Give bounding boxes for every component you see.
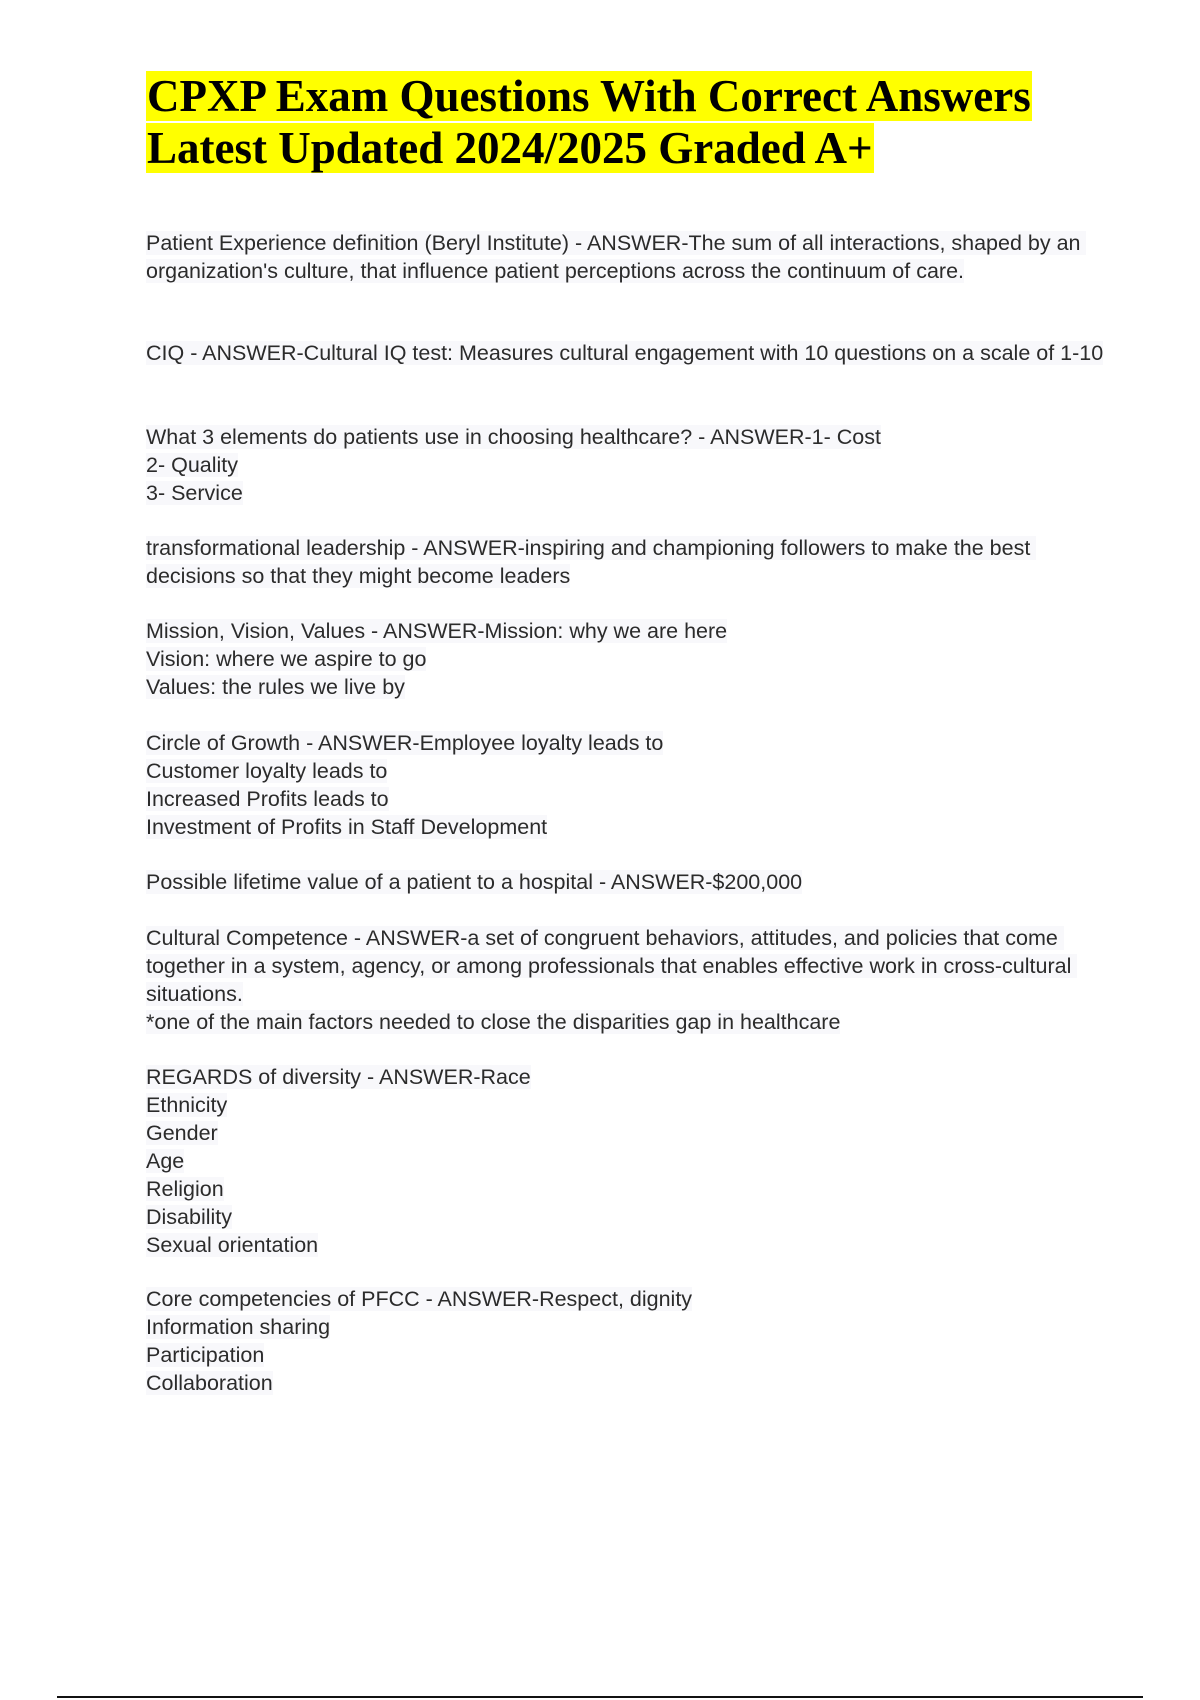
qa-text: CIQ - ANSWER-Cultural IQ test: Measures cultural engagement with 10 questions on a scale of 1-10 [146,341,1104,365]
qa-item-circle-of-growth [146,729,1106,841]
qa-item-patient-experience [146,229,1106,285]
qa-text: REGARDS of diversity - ANSWER-Race Ethnicity Gender Age Religion Disability Sexual orientation [146,1065,531,1257]
qa-text: Mission, Vision, Values - ANSWER-Mission: why we are here Vision: where we aspire to go Values: the rules we live by [146,619,728,699]
qa-item-transformational-leadership [146,534,1106,590]
qa-item-regards-of-diversity [146,1063,1106,1259]
qa-item-lifetime-value [146,868,1106,896]
qa-text: Circle of Growth - ANSWER-Employee loyalty leads to Customer loyalty leads to Increased Profits leads to Investment of Profits in Staff Development [146,731,664,839]
qa-text: Core competencies of PFCC - ANSWER-Respect, dignity Information sharing Participation Collaboration [146,1287,693,1395]
qa-item-ciq [146,339,1106,367]
qa-item-core-competencies-pfcc [146,1285,1106,1397]
title-text: CPXP Exam Questions With Correct Answers Latest Updated 2024/2025 Graded A+ [147,71,1031,173]
qa-item-three-elements [146,423,1106,507]
qa-item-cultural-competence [146,924,1106,1036]
qa-text: Patient Experience definition (Beryl Institute) - ANSWER-The sum of all interactions, shaped by an organization's culture, that influence patient perceptions across the continuum of care. [146,231,1087,283]
qa-text: Possible lifetime value of a patient to a hospital - ANSWER-$200,000 [146,870,803,894]
footer-rule [57,1696,1143,1698]
qa-text: What 3 elements do patients use in choosing healthcare? - ANSWER-1- Cost 2- Quality 3- Service [146,425,881,505]
qa-text: Cultural Competence - ANSWER-a set of congruent behaviors, attitudes, and policies that come together in a system, agency, or among professionals that enables effective work in cross-cultural situations. *one of the main factors needed to close the disparities gap in healthcare [146,926,1077,1034]
qa-text: transformational leadership - ANSWER-inspiring and championing followers to make the best decisions so that they might become leaders [146,536,1037,588]
qa-item-mission-vision-values [146,617,1106,701]
document-title [146,70,1136,174]
